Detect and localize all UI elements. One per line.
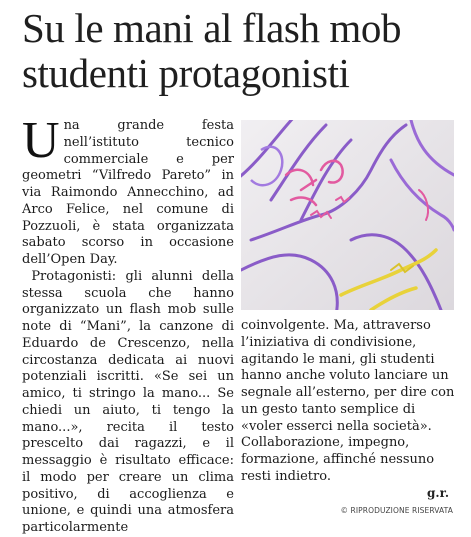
paragraph-3: coinvolgente. Ma, attraverso l’iniziativa di condivisione, agitando le mani, gli studenti hanno anche voluto lanciare un segnale all’esterno, per dire con un gesto tanto semplice di «voler esserci nella società». <box>241 318 455 434</box>
drop-cap: U <box>22 112 60 169</box>
headline <box>22 6 462 96</box>
headline-line-1: Su le mani al flash mob <box>22 5 402 51</box>
paragraph-4: Collaborazione, impegno, formazione, affinché nessuno resti indietro. <box>241 435 435 484</box>
article-column-1 <box>22 112 234 537</box>
headline-line-2: studenti protagonisti <box>22 50 350 96</box>
copyright-notice: © RIPRODUZIONE RISERVATA <box>340 506 453 515</box>
paragraph-1 <box>22 112 234 269</box>
hand-drawings-photo <box>241 120 454 310</box>
article-column-2 <box>241 318 456 486</box>
paragraph-1-text: na grande festa nell’istituto tecnico commerciale e per geometri “Vilfredo Pareto” in via Raimondo Annecchino, ad Arco Felice, nel comune di Pozzuoli, è stata organizzata sabato scorso in occasione dell’Open Day. <box>22 118 234 267</box>
photo-image <box>241 120 454 310</box>
author-signature: g.r. <box>427 486 449 500</box>
paragraph-2: Protagonisti: gli alunni della stessa scuola che hanno organizzato un flash mob sulle note di “Mani”, la canzone di Eduardo de Crescenzo, nella circostanza dedicata ai nuovi potenziali iscritti. «Se sei un amico, ti stringo la mano... Se chiedi un aiuto, ti tengo la mano...», recita il testo prescelto dai ragazzi, e il messaggio è risultato efficace: il modo per creare un clima positivo, di accoglienza e unione, e quindi una atmosfera particolarmente <box>22 268 234 535</box>
